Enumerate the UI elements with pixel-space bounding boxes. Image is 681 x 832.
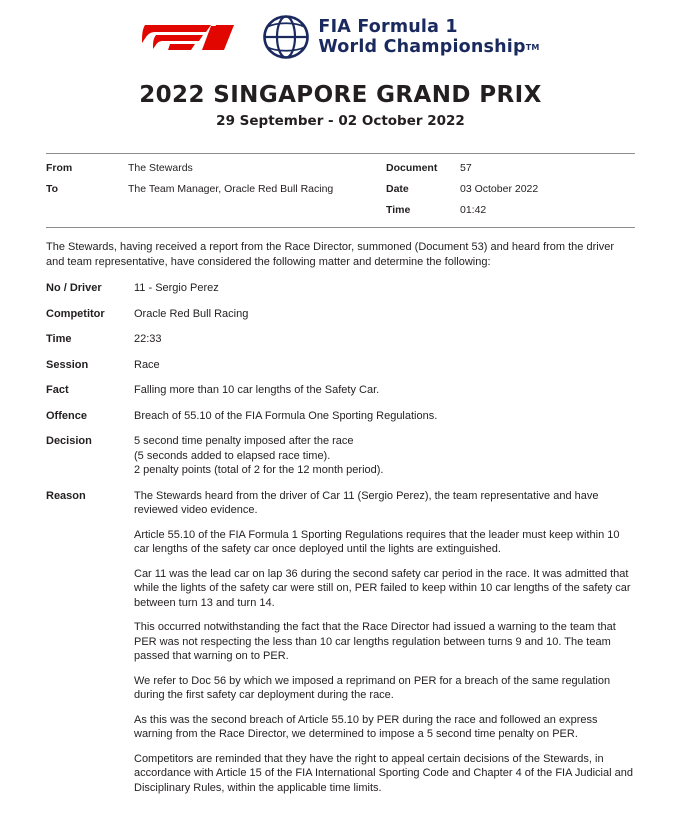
meta-row-document <box>386 162 626 175</box>
to-value <box>128 183 333 196</box>
document-header <box>46 0 635 66</box>
decision-line-1: 5 second time penalty imposed after the race <box>134 435 354 447</box>
offence-value: Breach of 55.10 of the FIA Formula One Sporting Regulations. <box>134 409 438 422</box>
fia-title-line1: FIA Formula 1 <box>318 16 458 37</box>
decision-fields <box>46 281 635 795</box>
meta-left-column <box>46 162 386 217</box>
meta-row-time <box>386 204 626 217</box>
document-label: Document <box>386 162 438 174</box>
field-row-fact <box>46 383 635 398</box>
competitor-value: Oracle Red Bull Racing <box>134 307 249 320</box>
meta-right-column <box>386 162 626 217</box>
decision-label: Decision <box>46 435 92 447</box>
field-row-session <box>46 358 635 373</box>
reason-paragraph: The Stewards heard from the driver of Car 11 (Sergio Perez), the team representative and have reviewed video evidence. <box>134 489 599 516</box>
driver-value: 11 - Sergio Perez <box>134 282 219 294</box>
field-row-competitor <box>46 307 635 322</box>
reason-paragraph: We refer to Doc 56 by which we imposed a reprimand on PER for a breach of the same regulation during the first safety car deployment during the race. <box>134 674 611 701</box>
field-row-time <box>46 332 635 347</box>
date-label: Date <box>386 183 409 195</box>
reason-paragraph: Article 55.10 of the FIA Formula 1 Sporting Regulations requires that the leader must keep within 10 car lengths of the safety car once deployed until the lights are extinguished. <box>134 528 620 555</box>
fia-title-line2-wrap <box>318 37 539 58</box>
event-dates: 29 September - 02 October 2022 <box>216 113 465 129</box>
decision-line-2: (5 seconds added to elapsed race time). <box>134 449 331 462</box>
to-value-line2: Oracle Red Bull Racing <box>224 183 334 195</box>
offence-label: Offence <box>46 409 87 422</box>
fact-label: Fact <box>46 384 69 396</box>
meta-row-to <box>46 183 386 196</box>
field-row-offence <box>46 409 635 424</box>
date-value: 03 October 2022 <box>460 183 539 195</box>
from-value: The Stewards <box>128 162 193 174</box>
field-row-reason <box>46 489 635 796</box>
to-label: To <box>46 183 59 195</box>
field-row-driver <box>46 281 635 296</box>
reason-paragraphs <box>134 489 635 796</box>
fia-trademark: TM <box>525 42 540 52</box>
time-field-label: Time <box>46 333 72 345</box>
fia-title-line2: World Championship <box>318 36 526 57</box>
fact-value: Falling more than 10 car lengths of the Safety Car. <box>134 384 380 396</box>
fia-title <box>318 17 539 58</box>
competitor-label: Competitor <box>46 307 105 320</box>
decision-value <box>134 434 635 478</box>
driver-label: No / Driver <box>46 282 102 294</box>
time-field-value: 22:33 <box>134 333 162 345</box>
from-label: From <box>46 162 73 174</box>
fia-logo-icon <box>263 15 309 59</box>
time-value: 01:42 <box>460 204 487 216</box>
session-value: Race <box>134 358 160 371</box>
time-label: Time <box>386 204 411 216</box>
decision-line-3: 2 penalty points (total of 2 for the 12 month period). <box>134 464 384 476</box>
reason-label: Reason <box>46 489 86 502</box>
reason-paragraph: Competitors are reminded that they have the right to appeal certain decisions of the Stewards, in accordance with Article 15 of the FIA International Sporting Code and Chapter 4 of the FIA Judicial and Disciplinary Rules, within the applicable time limits. <box>134 752 633 794</box>
reason-paragraph: Car 11 was the lead car on lap 36 during the second safety car period in the race. It was admitted that while the lights of the safety car were still on, PER failed to keep within 10 car lengths of the safety car between turn 13 and turn 14. <box>134 567 631 609</box>
to-value-line1: The Team Manager, <box>128 183 222 195</box>
meta-row-date <box>386 183 626 196</box>
intro-paragraph: The Stewards, having received a report from the Race Director, summoned (Document 53) and heard from the driver and team representative, have considered the following matter and determine the following: <box>46 241 614 268</box>
document-value: 57 <box>460 162 472 174</box>
meta-table <box>46 154 635 227</box>
reason-paragraph: This occurred notwithstanding the fact that the Race Director had issued a warning to the team that PER was not respecting the less than 10 car lengths regulation between turns 9 and 10. The team passed that warning on to PER. <box>134 621 616 662</box>
session-label: Session <box>46 358 89 371</box>
f1-logo-icon <box>141 20 249 54</box>
reason-paragraph: As this was the second breach of Article 55.10 by PER during the race and followed an express warning from the Race Director, we determined to impose a 5 second time penalty on PER. <box>134 713 598 740</box>
field-row-decision <box>46 434 635 478</box>
meta-row-from <box>46 162 386 175</box>
page-title: 2022 SINGAPORE GRAND PRIX <box>139 82 542 108</box>
fia-logo-block <box>263 15 539 59</box>
